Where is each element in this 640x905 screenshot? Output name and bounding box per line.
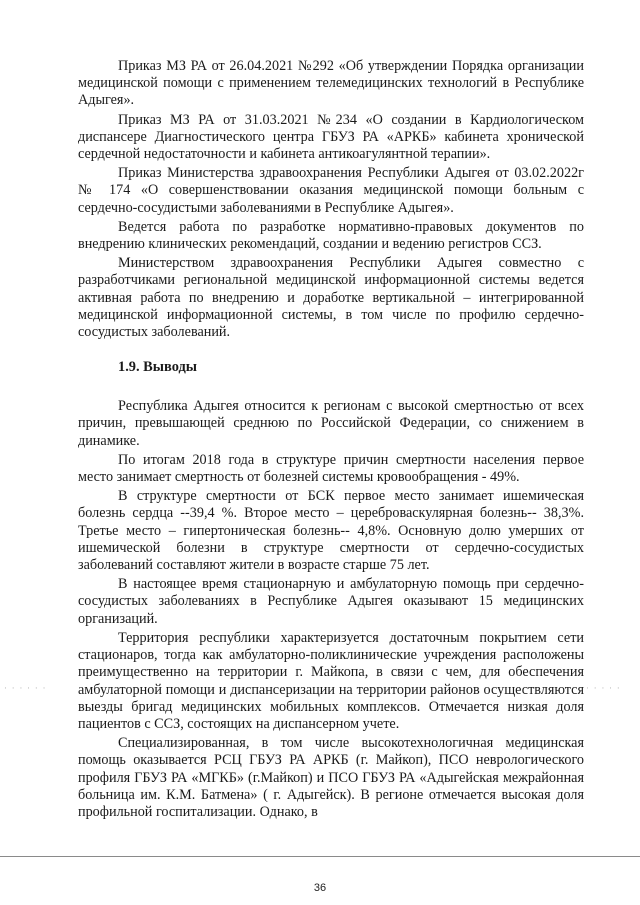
scan-artifact-left: · · · · · · [4, 684, 47, 694]
paragraph-2018-results: По итогам 2018 года в структуре причин смертности населения первое место занимает смертность от болезней системы кровообращения - 49%. [78, 451, 584, 486]
paragraph-specialized-care: Специализированная, в том числе высокотехнологичная медицинская помощь оказывается РСЦ ГБУЗ РА АРКБ (г. Майкоп), ПСО неврологического профиля ГБУЗ РА «МГКБ» (г.Майкоп) и ПСО ГБУЗ РА «Адыгейская межрайонная больница им. К.М. Батмена» ( г. Адыгейск). В регионе отмечается высокая доля профильной госпитализации. Однако, в [78, 735, 584, 820]
scan-artifact-right: · · · · · [586, 684, 621, 694]
paragraph-medical-organizations: В настоящее время стационарную и амбулаторную помощь при сердечно-сосудистых заболеваниях в Республике Адыгея оказывают 15 медицинских организаций. [78, 576, 584, 627]
footer-divider [0, 856, 640, 857]
paragraph-territory-coverage: Территория республики характеризуется достаточным покрытием сети стационаров, тогда как амбулаторно-поликлинические учреждения расположены преимущественно на территории г. Майкопа, в связи с чем, для обеспечения амбулаторной помощи и диспансеризации на территории районов осуществляются выезды бригад медицинских мобильных комплексов. Отмечается низкая доля пациентов с ССЗ, состоящих на диспансерном учете. [78, 629, 584, 732]
document-page [78, 58, 584, 823]
paragraph-order-174: Приказ Министерства здравоохранения Республики Адыгея от 03.02.2022г № 174 «О совершенствовании оказания медицинской помощи больным с сердечно-сосудистыми заболеваниями в Республике Адыгея». [78, 165, 584, 216]
paragraph-regulatory-work: Ведется работа по разработке нормативно-правовых документов по внедрению клинических рекомендаций, создании и ведению регистров ССЗ. [78, 218, 584, 253]
section-heading: 1.9. Выводы [118, 359, 197, 376]
paragraph-bsk-structure: В структуре смертности от БСК первое место занимает ишемическая болезнь сердца --39,4 %. Второе место – цереброваскулярная болезнь-- 38,3%. Третье место – гипертоническая болезнь-- 4,8%. Основную долю умерших от ишемической болезни в структуре смертности от сердечно-сосудистых заболеваний составляют жители в возрасте старше 75 лет. [78, 488, 584, 574]
page-number: 36 [313, 882, 327, 894]
paragraph-mortality: Республика Адыгея относится к регионам с высокой смертностью от всех причин, превышающей среднюю по Российской Федерации, со снижением в динамике. [78, 398, 584, 449]
paragraph-order-234: Приказ МЗ РА от 31.03.2021 №234 «О создании в Кардиологическом диспансере Диагностического центра ГБУЗ РА «АРКБ» кабинета хронической сердечной недостаточности и кабинета антикоагулянтной терапии». [78, 111, 584, 163]
paragraph-information-system: Министерством здравоохранения Республики Адыгея совместно с разработчиками региональной медицинской информационной системы ведется активная работа по внедрению и доработке вертикальной – интегрированной медицинской информационной системы, в том числе по профилю сердечно-сосудистых заболеваний. [78, 255, 584, 341]
paragraph-order-292: Приказ МЗ РА от 26.04.2021 №292 «Об утверждении Порядка организации медицинской помощи с применением телемедицинских технологий в Республике Адыгея». [78, 58, 584, 109]
